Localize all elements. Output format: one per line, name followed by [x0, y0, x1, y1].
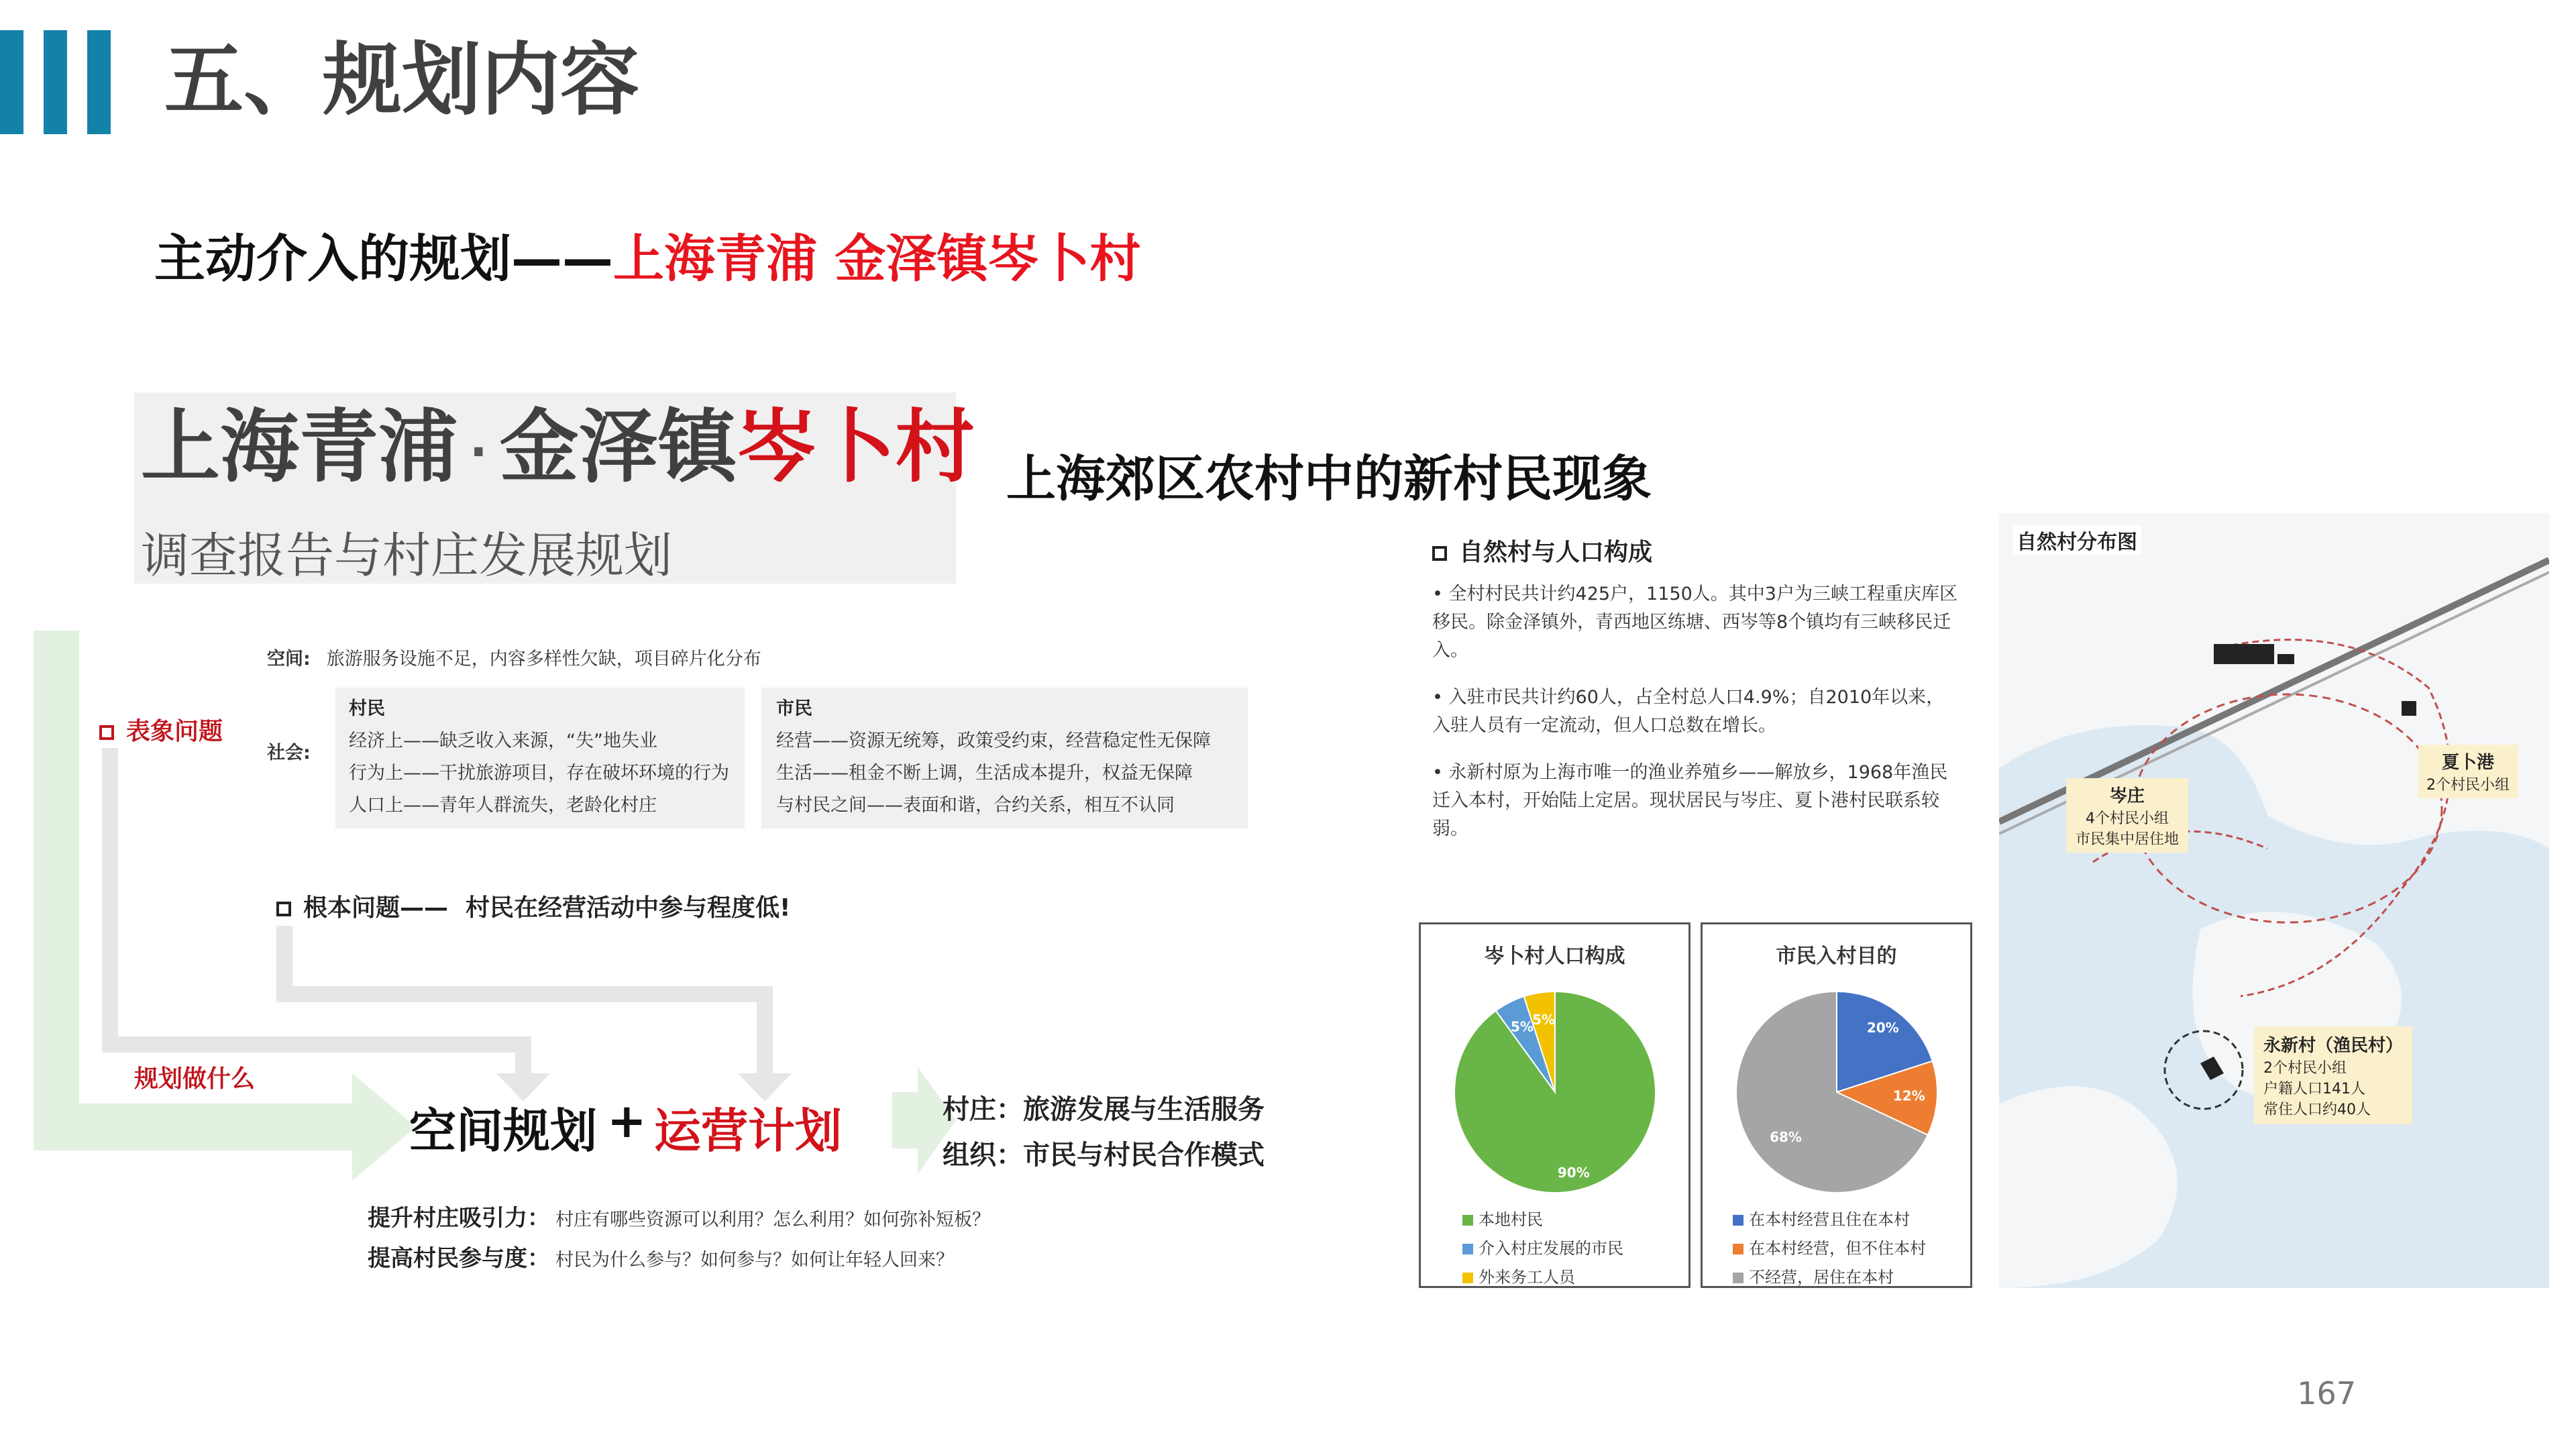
banner-left: 上海青浦 [141, 400, 458, 493]
header-bar-3 [87, 30, 111, 134]
social-label: 社会: [267, 743, 311, 763]
plus-sign: + [607, 1093, 647, 1148]
space-row: 空间: 旅游服务设施不足，内容多样性欠缺，项目碎片化分布 [267, 649, 761, 669]
citizens-heading: 市民 [776, 698, 812, 719]
ops-plan: 运营计划 [654, 1104, 842, 1159]
flow-green-vertical [34, 631, 79, 1150]
villagers-line-1: 经济上——缺乏收入来源，“失”地失业 [349, 731, 657, 751]
legend-swatch [1462, 1215, 1473, 1226]
root-issue: 根本问题—— 村民在经营活动中参与程度低! [276, 889, 790, 923]
legend-swatch [1733, 1244, 1743, 1254]
banner-mid: 金泽镇 [499, 400, 737, 493]
bullet-3: • 永新村原为上海市唯一的渔业养殖乡——解放乡，1968年渔民迁入本村，开始陆上定居。现状居民与岑庄、夏卜港村民联系较弱。 [1432, 762, 1948, 839]
legend-item: 本地村民 [1462, 1206, 1543, 1230]
checkbox-icon [99, 725, 114, 740]
flow-grey-vertical [102, 748, 118, 1050]
middle-section-title: 自然村与人口构成 [1432, 533, 1652, 568]
pie-svg [1729, 985, 1944, 1199]
question-2: 提高村民参与度： 村民为什么参与？如何参与？如何让年轻人回来？ [368, 1245, 954, 1272]
page-title: 五、规划内容 [164, 34, 640, 126]
legend-item: 在本村经营且住在本村 [1733, 1206, 1910, 1230]
legend-swatch [1462, 1244, 1473, 1254]
map-label-cenzhuang: 岑庄 4个村民小组 市民集中居住地 [2066, 778, 2188, 853]
flow-green-horizontal [34, 1104, 356, 1150]
pie-data-label: 5% [1510, 1018, 1534, 1035]
flow-grey-down2 [757, 986, 773, 1077]
villagers-heading: 村民 [349, 698, 385, 719]
legend-swatch [1462, 1273, 1473, 1283]
flow-grey-horizontal-2 [276, 986, 773, 1002]
page-number: 167 [2297, 1375, 2356, 1411]
legend-swatch [1733, 1215, 1743, 1226]
flow-grey-horizontal [102, 1036, 531, 1053]
header-bar-2 [44, 30, 67, 134]
pie-data-label: 68% [1770, 1128, 1802, 1145]
subtitle-prefix: 主动介入的规划—— [154, 229, 613, 288]
villagers-box [335, 688, 745, 828]
distribution-map [1999, 513, 2549, 1288]
outcome-1: 村庄：旅游发展与生活服务 [943, 1094, 1265, 1125]
outcome-2: 组织：市民与村民合作模式 [943, 1140, 1265, 1171]
citizens-line-2: 生活——租金不断上调，生活成本提升，权益无保障 [776, 763, 1193, 784]
legend-item: 介入村庄发展的市民 [1462, 1235, 1623, 1258]
header-bar-1 [0, 30, 23, 134]
legend-item: 不经营，居住在本村 [1733, 1264, 1894, 1287]
pie-data-label: 90% [1557, 1164, 1590, 1181]
legend-swatch [1733, 1273, 1743, 1283]
map-label-xiabugang: 夏卜港 2个村民小组 [2418, 745, 2518, 798]
citizens-line-3: 与村民之间——表面和谐，合约关系，相互不认同 [776, 795, 1175, 816]
issue-label: 表象问题 [99, 712, 223, 747]
chart-title: 岑卜村人口构成 [1484, 945, 1625, 968]
map-graphic [1999, 513, 2549, 1288]
bullet-list [1432, 580, 1962, 843]
pie-chart-population [1419, 922, 1690, 1288]
legend-item: 外来务工人员 [1462, 1264, 1575, 1287]
villagers-line-3: 人口上——青年人群流失，老龄化村庄 [349, 795, 657, 816]
bullet-1: • 全村村民共计约425户，1150人。其中3户为三峡工程重庆库区移民。除金泽镇外，青西地区练塘、西岑等8个镇均有三峡移民迁入。 [1432, 584, 1957, 661]
bullet-2: • 入驻市民共计约60人，占全村总人口4.9%；自2010年以来，入驻人员有一定流动，但人口总数在增长。 [1432, 687, 1945, 736]
checkbox-icon [276, 902, 291, 916]
banner-subtitle: 调查报告与村庄发展规划 [141, 527, 673, 584]
map-title: 自然村分布图 [2012, 525, 2141, 555]
flow-grey-down1 [515, 1036, 531, 1077]
citizens-line-1: 经营——资源无统筹，政策受约束，经营稳定性无保障 [776, 731, 1211, 751]
chart-title: 市民入村目的 [1776, 945, 1897, 968]
question-1: 提升村庄吸引力： 村庄有哪些资源可以利用？怎么利用？如何弥补短板？ [368, 1205, 990, 1232]
pie-chart-purpose [1701, 922, 1972, 1288]
citizens-box [761, 688, 1248, 828]
banner-title [141, 400, 975, 493]
pie-data-label: 5% [1532, 1011, 1556, 1028]
pie-data-label: 12% [1892, 1087, 1925, 1104]
section-headline: 上海郊区农村中的新村民现象 [1006, 450, 1652, 508]
checkbox-icon [1432, 546, 1447, 561]
subtitle-highlight: 上海青浦 金泽镇岑卜村 [613, 229, 1141, 288]
pie-data-label: 20% [1866, 1019, 1899, 1036]
space-plan: 空间规划 [409, 1104, 597, 1159]
map-label-yongxin: 永新村（渔民村） 2个村民小组 户籍人口141人 常住人口约40人 [2254, 1026, 2412, 1124]
flow-green-arrow [352, 1073, 416, 1181]
banner-village: 岑卜村 [737, 400, 975, 493]
plan-label: 规划做什么 [134, 1065, 256, 1093]
villagers-line-2: 行为上——干扰旅游项目，存在破坏环境的行为 [349, 763, 729, 784]
legend-item: 在本村经营，但不住本村 [1733, 1235, 1926, 1258]
slide-subtitle [154, 218, 1140, 291]
banner-dot: · [470, 425, 488, 480]
pie-svg [1448, 985, 1662, 1199]
